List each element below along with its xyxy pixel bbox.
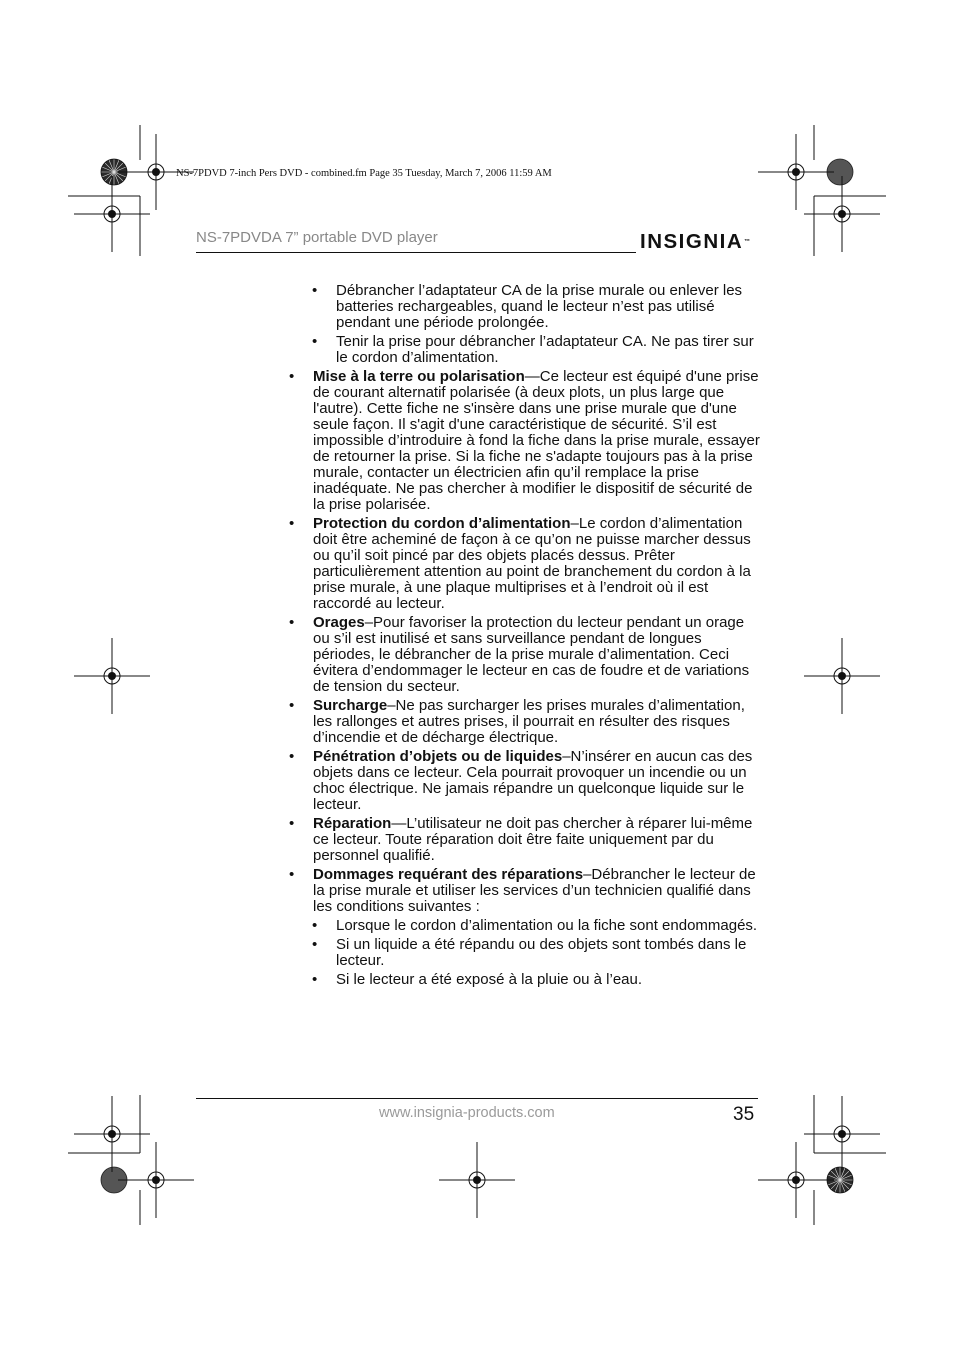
item-term: Protection du cordon d’alimentation <box>313 515 571 532</box>
logo-trademark: ™ <box>744 239 751 245</box>
item-text: –Pour favoriser la protection du lecteur pendant un orage ou s’il est inutilisé et sans surveillance pendant de longues périodes, le débrancher de la prise murale d’alimentation. Ceci évitera d’endommager le lecteur en cas de foudre et de variations de tension du secteur. <box>313 614 750 695</box>
list-item <box>286 816 760 864</box>
item-text: Tenir la prise pour débrancher l’adaptateur CA. Ne pas tirer sur le cordon d’alimentation. <box>336 333 754 366</box>
footer-rule <box>196 1098 758 1099</box>
sub-list-item <box>309 918 760 934</box>
bullet-icon: • <box>289 815 295 832</box>
print-slug: NS-7PDVD 7-inch Pers DVD - combined.fm Page 35 Tuesday, March 7, 2006 11:59 AM <box>176 168 552 179</box>
logo-text: INSIGNIA <box>640 230 744 253</box>
bullet-icon: • <box>289 515 295 532</box>
item-text: Si le lecteur a été exposé à la pluie ou à l’eau. <box>336 971 643 988</box>
bullet-icon: • <box>312 971 318 988</box>
bullet-icon: • <box>289 614 295 631</box>
item-term: Pénétration d’objets ou de liquides <box>313 748 563 765</box>
item-text: –Ne pas surcharger les prises murales d’alimentation, les rallonges et autres prises, il pourrait en résulter des risques d’incendie et de décharge électrique. <box>313 697 745 746</box>
list-item <box>286 615 760 695</box>
bullet-icon: • <box>312 917 318 934</box>
bullet-icon: • <box>289 368 295 385</box>
sub-list-item <box>309 937 760 969</box>
list-item <box>286 749 760 813</box>
item-text: Si un liquide a été répandu ou des objets sont tombés dans le lecteur. <box>336 936 747 969</box>
item-text: Lorsque le cordon d’alimentation ou la fiche sont endommagés. <box>336 917 758 934</box>
bullet-icon: • <box>289 748 295 765</box>
bullet-icon: • <box>289 866 295 883</box>
list-item <box>286 369 760 513</box>
item-text: –Débrancher le lecteur de la prise murale et utiliser les services d’un technicien qualifié dans les conditions suivantes : <box>313 866 756 915</box>
item-term: Surcharge <box>313 697 388 714</box>
item-text: —Ce lecteur est équipé d'une prise de courant alternatif polarisée (à deux plots, un plus large que l'autre). Cette fiche ne s'insère dans une prise murale que d'une seule façon. Il s'agit d'une caractéristique de sécurité. S’il est impossible d’introduire à fond la fiche dans la prise murale, essayer de retourner la prise. Si la fiche ne s'adapte toujours pas à la prise murale, contacter un électricien afin qu’il remplace la prise inadéquate. Ne pas chercher à modifier le dispositif de sécurité de la prise polarisée. <box>313 368 760 513</box>
item-term: Orages <box>313 614 365 631</box>
item-text: –N’insérer en aucun cas des objets dans ce lecteur. Cela pourrait provoquer un incendie ou un choc électrique. Ne jamais répandre un quelconque liquide sur le lecteur. <box>313 748 753 813</box>
item-text: Débrancher l’adaptateur CA de la prise murale ou enlever les batteries rechargeables, quand le lecteur n’est pas utilisé pendant une période prolongée. <box>336 282 743 331</box>
sub-list-item <box>309 283 760 331</box>
insignia-logo <box>640 232 750 252</box>
item-term: Dommages requérant des réparations <box>313 866 584 883</box>
list-item <box>286 867 760 915</box>
item-term: Réparation <box>313 815 392 832</box>
bullet-icon: • <box>289 697 295 714</box>
list-item <box>286 698 760 746</box>
sub-list-item <box>309 972 760 988</box>
header-rule <box>196 252 636 253</box>
document-title: NS-7PDVDA 7” portable DVD player <box>196 229 438 246</box>
item-text: –Le cordon d’alimentation doit être acheminé de façon à ce qu’on ne puisse marcher dessus ou qu’il soit pincé par des objets placés dessus. Prêter particulièrement attention au point de branchement du cordon à la prise murale, à une plaque multiprises et à l’endroit où il est raccordé au lecteur. <box>313 515 751 612</box>
item-text: —L’utilisateur ne doit pas chercher à réparer lui-même ce lecteur. Toute réparation doit être faite uniquement par du personnel qualifié. <box>313 815 753 864</box>
bullet-icon: • <box>312 333 318 350</box>
bullet-icon: • <box>312 282 318 299</box>
page-number: 35 <box>733 1104 755 1125</box>
sub-list-item <box>309 334 760 366</box>
item-term: Mise à la terre ou polarisation <box>313 368 525 385</box>
footer-url: www.insignia-products.com <box>379 1105 555 1121</box>
safety-instructions-list <box>286 283 760 991</box>
list-item <box>286 516 760 612</box>
bullet-icon: • <box>312 936 318 953</box>
